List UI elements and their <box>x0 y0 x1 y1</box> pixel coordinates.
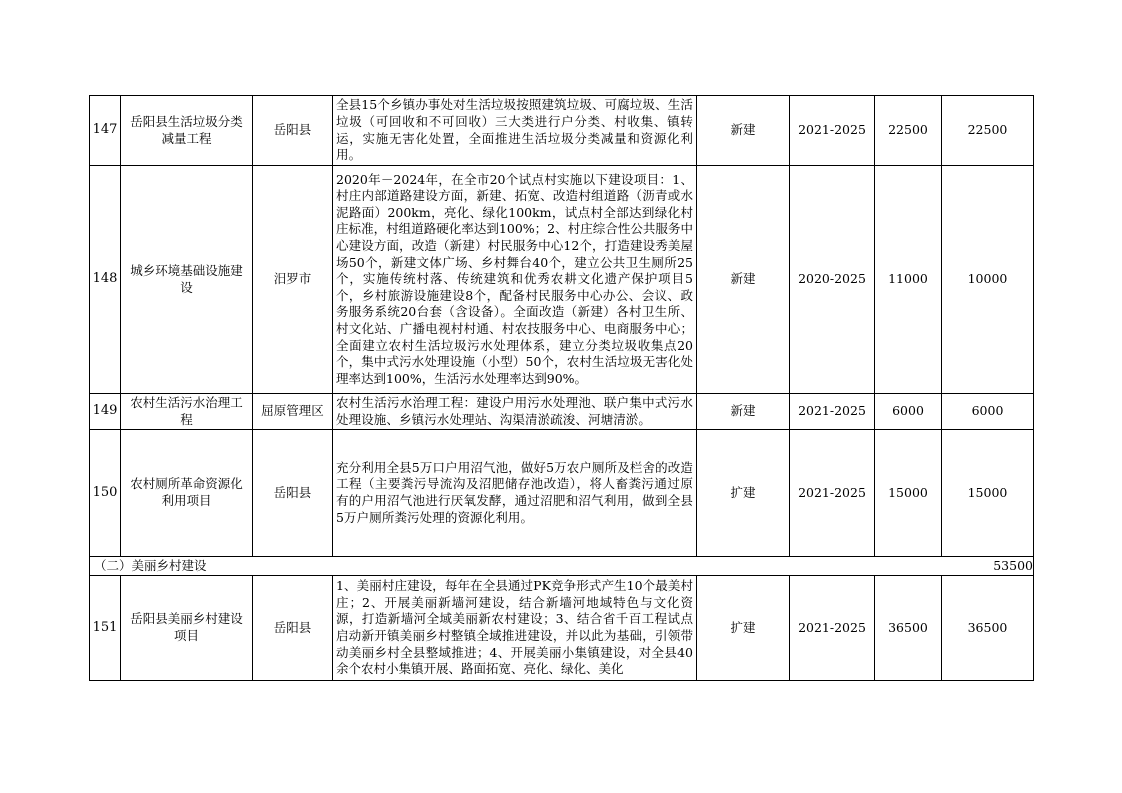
row-number: 147 <box>90 96 121 166</box>
construction-type: 扩建 <box>697 430 790 557</box>
project-content: 全县15个乡镇办事处对生活垃圾按照建筑垃圾、可腐垃圾、生活垃圾（可回收和不可回收）三大类进行户分类、村收集、镇转运，实施无害化处置，全面推进生活垃圾分类减量和资源化利用。 <box>333 96 697 166</box>
construction-period: 2021-2025 <box>790 394 875 430</box>
project-content: 1、美丽村庄建设，每年在全县通过PK竞争形式产生10个最美村庄；2、开展美丽新墙河建设，结合新墙河地域特色与文化资源，打造新墙河全域美丽新农村建设；3、结合省千百工程试点启动新开镇美丽乡村整镇全域推进建设，并以此为基础，引领带动美丽乡村全县整域推进；4、开展美丽小集镇建设，对全县40余个农村小集镇开展、路面拓宽、亮化、绿化、美化 <box>333 576 697 681</box>
project-name: 岳阳县生活垃圾分类减量工程 <box>121 96 253 166</box>
planned-investment: 15000 <box>942 430 1034 557</box>
project-location: 汨罗市 <box>253 166 333 394</box>
total-investment: 36500 <box>875 576 942 681</box>
project-location: 屈原管理区 <box>253 394 333 430</box>
section-title: （二）美丽乡村建设 <box>90 557 942 576</box>
project-content: 2020年－2024年，在全市20个试点村实施以下建设项目：1、村庄内部道路建设方面，新建、拓宽、改造村组道路（沥青或水泥路面）200km，亮化、绿化100km，试点村全部达到绿化村庄标准，村组道路硬化率达到100%；2、村庄综合性公共服务中心建设方面，改造（新建）村民服务中心12个，打造建设秀美屋场50个，新建文体广场、乡村舞台40个，建立公共卫生厕所25个，实施传统村落、传统建筑和优秀农耕文化遗产保护项目5个，乡村旅游设施建设8个，配备村民服务中心办公、会议、政务服务系统20台套（含设备）。全面改造（新建）各村卫生所、村文化站、广播电视村村通、村农技服务中心、电商服务中心；全面建立农村生活垃圾污水处理体系，建立分类垃圾收集点20个，集中式污水处理设施（小型）50个，农村生活垃圾无害化处理率达到100%，生活污水处理率达到90%。 <box>333 166 697 394</box>
construction-type: 新建 <box>697 166 790 394</box>
construction-period: 2021-2025 <box>790 430 875 557</box>
project-name: 农村厕所革命资源化利用项目 <box>121 430 253 557</box>
total-investment: 6000 <box>875 394 942 430</box>
row-number: 149 <box>90 394 121 430</box>
table-row <box>90 394 1034 430</box>
total-investment: 22500 <box>875 96 942 166</box>
section-total: 53500 <box>942 557 1034 576</box>
planned-investment: 22500 <box>942 96 1034 166</box>
project-location: 岳阳县 <box>253 576 333 681</box>
section-row <box>90 557 1034 576</box>
project-table <box>89 95 1034 681</box>
project-content: 充分利用全县5万口户用沼气池，做好5万农户厕所及栏舍的改造工程（主要粪污导流沟及沼肥储存池改造），将人畜粪污通过原有的户用沼气池进行厌氧发酵，通过沼肥和沼气利用，做到全县5万户厕所粪污处理的资源化利用。 <box>333 430 697 557</box>
project-content: 农村生活污水治理工程：建设户用污水处理池、联户集中式污水处理设施、乡镇污水处理站、沟渠清淤疏浚、河塘清淤。 <box>333 394 697 430</box>
table-row <box>90 430 1034 557</box>
construction-period: 2020-2025 <box>790 166 875 394</box>
project-location: 岳阳县 <box>253 96 333 166</box>
construction-type: 新建 <box>697 96 790 166</box>
project-location: 岳阳县 <box>253 430 333 557</box>
planned-investment: 6000 <box>942 394 1034 430</box>
planned-investment: 36500 <box>942 576 1034 681</box>
project-name: 农村生活污水治理工程 <box>121 394 253 430</box>
construction-type: 新建 <box>697 394 790 430</box>
construction-period: 2021-2025 <box>790 576 875 681</box>
total-investment: 15000 <box>875 430 942 557</box>
table-row <box>90 576 1034 681</box>
planned-investment: 10000 <box>942 166 1034 394</box>
row-number: 150 <box>90 430 121 557</box>
table-row <box>90 166 1034 394</box>
project-name: 城乡环境基础设施建设 <box>121 166 253 394</box>
total-investment: 11000 <box>875 166 942 394</box>
project-name: 岳阳县美丽乡村建设项目 <box>121 576 253 681</box>
row-number: 151 <box>90 576 121 681</box>
table-row <box>90 96 1034 166</box>
construction-period: 2021-2025 <box>790 96 875 166</box>
row-number: 148 <box>90 166 121 394</box>
construction-type: 扩建 <box>697 576 790 681</box>
